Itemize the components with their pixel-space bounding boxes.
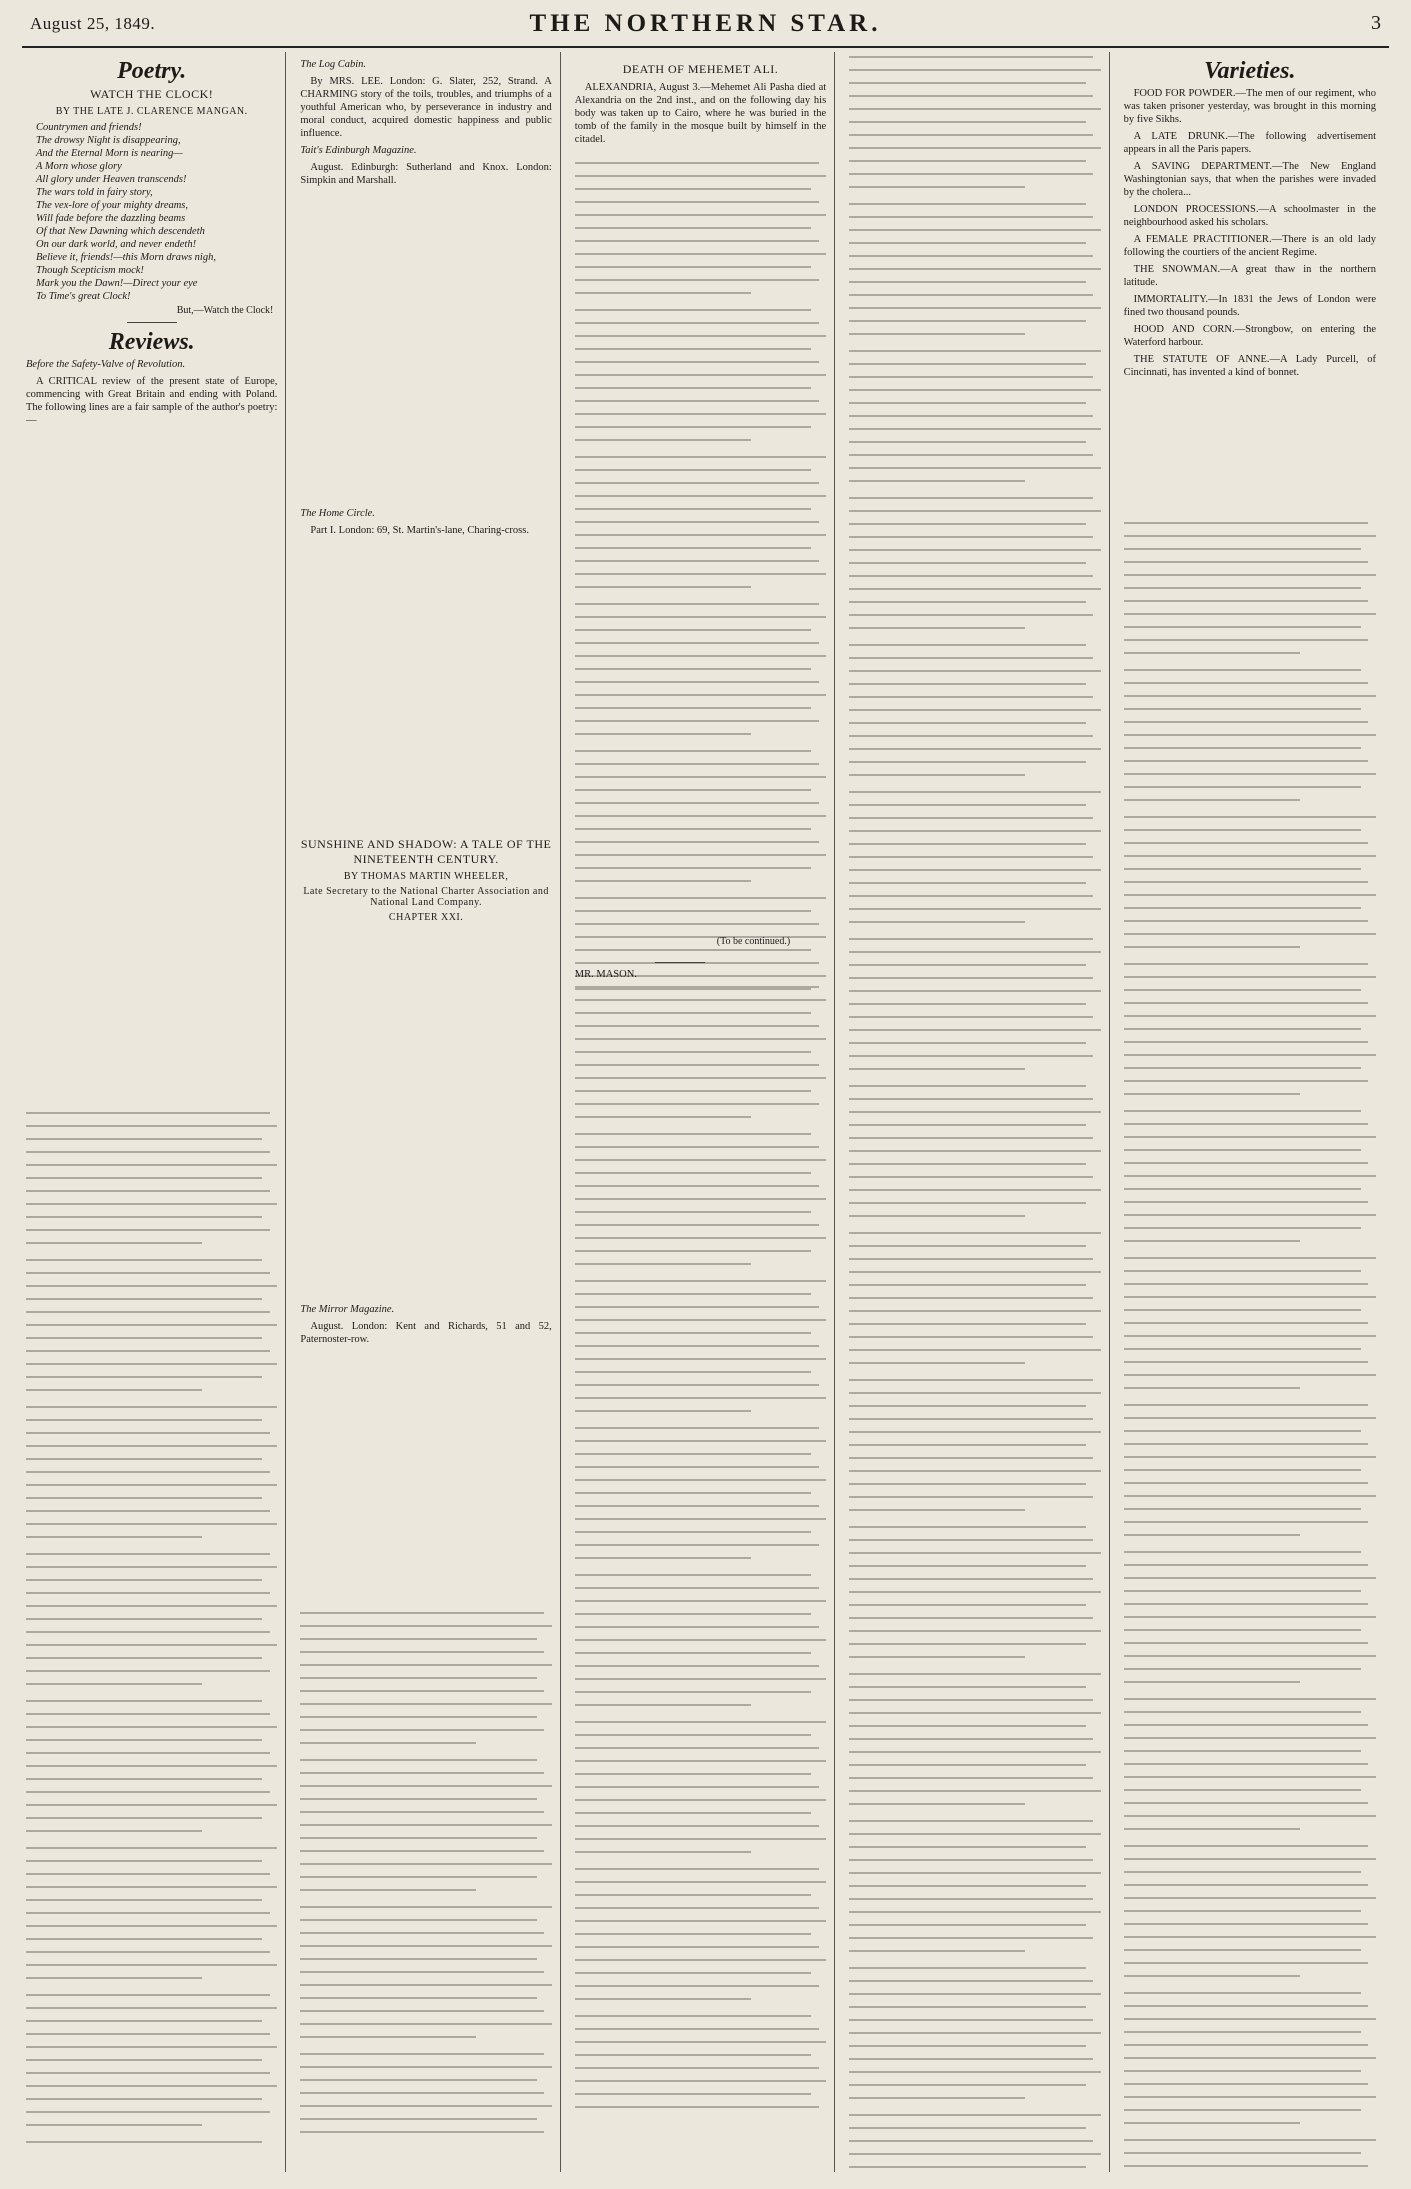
serial-author-note: Late Secretary to the National Charter Association and National Land Company.	[303, 886, 549, 908]
home-circle-text: Part I. London: 69, St. Martin's-lane, Charing-cross.	[310, 525, 529, 536]
column-5	[1124, 52, 1384, 2172]
varieties-section-title: Varieties.	[1204, 58, 1296, 84]
review-4-text: August. London: Kent and Richards, 51 and 52, Paternoster-row.	[300, 1321, 552, 1345]
review-4-title: The Mirror Magazine.	[300, 1304, 395, 1315]
body-text-block	[575, 986, 826, 2172]
continued-note: (To be continued.)	[716, 936, 791, 947]
article-title: DEATH OF MEHEMET ALI.	[622, 62, 779, 76]
varieties-list	[1124, 87, 1376, 379]
review-2-title: The Log Cabin.	[300, 59, 367, 70]
variety-item: A SAVING DEPARTMENT.—The New England Washingtonian says, that when the parishes were invaded by the cholera...	[1123, 161, 1376, 198]
variety-item: THE SNOWMAN.—A great thaw in the northern latitude.	[1123, 264, 1376, 288]
serial-byline: BY THOMAS MARTIN WHEELER,	[343, 871, 509, 882]
serial-chapter: CHAPTER XXI.	[388, 912, 464, 923]
article-2-title: MR. MASON.	[574, 969, 637, 980]
column-2	[300, 52, 560, 2172]
masthead	[0, 0, 1411, 44]
variety-item: THE STATUTE OF ANNE.—A Lady Purcell, of Cincinnati, has invented a kind of bonnet.	[1123, 354, 1376, 378]
review-2-text: By MRS. LEE. London: G. Slater, 252, Strand. A CHARMING story of the toils, troubles, and triumphs of a youthful American who, by perseverance in industry and moral conduct, acquired domestic happiness and public influence.	[300, 76, 552, 139]
poetry-section-title: Poetry.	[117, 58, 187, 84]
poem-signoff: But,—Watch the Clock!	[176, 305, 274, 316]
body-text-block	[575, 162, 826, 932]
review-3-title: Tait's Edinburgh Magazine.	[300, 145, 417, 156]
newspaper-title: THE NORTHERN STAR.	[529, 10, 882, 37]
variety-item: LONDON PROCESSIONS.—A schoolmaster in the neighbourhood asked his scholars.	[1123, 204, 1376, 228]
poem-author: BY THE LATE J. CLARENCE MANGAN.	[55, 106, 248, 117]
column-4	[849, 52, 1109, 2172]
body-text-block	[26, 1112, 277, 2172]
variety-item: A FEMALE PRACTITIONER.—There is an old lady following the courtiers of the ancient Regime.	[1123, 234, 1376, 258]
home-circle-title: The Home Circle.	[300, 508, 375, 519]
reviews-section-title: Reviews.	[108, 329, 195, 355]
article-lead: ALEXANDRIA, August 3.—Mehemet Ali Pasha died at Alexandria on the 2nd inst., and on the following day his body was taken up to Cairo, where he was buried in the tomb of the family in the mosque built by himself in the citadel.	[574, 82, 827, 145]
review-1-text: A CRITICAL review of the present state of Europe, commencing with Great Britain and ending with Poland. The following lines are a fair sample of the author's poetry:—	[26, 376, 278, 426]
page-number: 3	[1371, 12, 1381, 34]
issue-date: August 25, 1849.	[30, 14, 156, 33]
variety-item: HOOD AND CORN.—Strongbow, on entering the Waterford harbour.	[1123, 324, 1376, 348]
review-3-text: August. Edinburgh: Sutherland and Knox. London: Simpkin and Marshall.	[300, 162, 552, 186]
poem-verse: Countrymen and friends! The drowsy Night is disappearing, And the Eternal Morn is nearing— A Morn whose glory All glory under Heaven transcends! The wars told in fairy story, The vex-lore of your mighty dreams, Will fade before the dazzling beams Of that New Dawning which descendeth On our dark world, and never endeth! Believe it, friends!—this Morn draws nigh, Though Scepticism mock! Mark you the Dawn!—Direct your eye To Time's great Clock!	[36, 122, 216, 302]
body-text-block	[1124, 522, 1376, 2172]
section-divider	[127, 322, 177, 323]
serial-title: SUNSHINE AND SHADOW: A TALE OF THE NINETEENTH CENTURY.	[300, 837, 552, 866]
variety-item: FOOD FOR POWDER.—The men of our regiment, who was taken prisoner yesterday, was brought in this morning by five Sikhs.	[1123, 88, 1376, 125]
column-1	[26, 52, 286, 2172]
poem-title: WATCH THE CLOCK!	[90, 87, 214, 101]
review-1-title: Before the Safety-Valve of Revolution.	[26, 359, 186, 370]
variety-item: IMMORTALITY.—In 1831 the Jews of London were fined two thousand pounds.	[1123, 294, 1376, 318]
body-text-block	[300, 1612, 551, 2172]
variety-item: A LATE DRUNK.—The following advertisement appears in all the Paris papers.	[1123, 131, 1376, 155]
column-3	[575, 52, 835, 2172]
section-divider	[655, 962, 705, 963]
body-text-block	[849, 56, 1100, 2172]
header-rule	[22, 46, 1389, 48]
newspaper-columns	[26, 52, 1384, 2172]
